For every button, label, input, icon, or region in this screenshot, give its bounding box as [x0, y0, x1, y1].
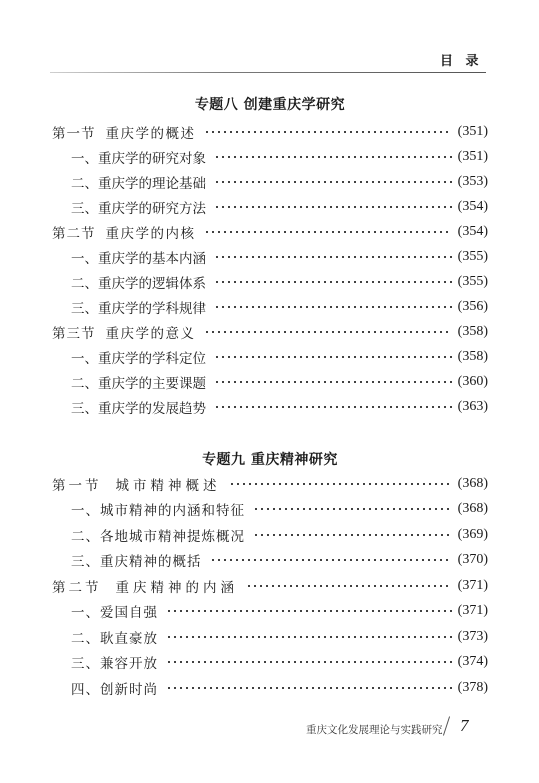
entry-label: 重庆学的概述	[105, 125, 196, 142]
entry-label: 三、兼容开放	[71, 656, 158, 673]
toc-chapter-entry	[52, 219, 488, 244]
entry-label: 一、爱国自强	[71, 605, 158, 622]
page-number: (351)	[457, 123, 488, 139]
toc-entry	[52, 394, 488, 419]
page-number: (353)	[457, 173, 488, 189]
dot-leader	[214, 355, 452, 359]
page-number: (355)	[457, 248, 488, 264]
page-number: (355)	[457, 273, 488, 289]
folio-page-number: 7	[460, 716, 469, 735]
section-number: 第一节	[52, 125, 96, 142]
dot-leader	[204, 130, 452, 134]
dot-leader	[204, 330, 452, 334]
toc-entry	[52, 497, 488, 523]
dot-leader	[210, 558, 452, 562]
section-title: 专题八 创建重庆学研究	[194, 97, 346, 113]
page-number: (351)	[457, 148, 488, 164]
page-number: (358)	[457, 348, 488, 364]
page-number: (363)	[457, 398, 488, 414]
page-number: (356)	[457, 298, 488, 314]
entry-label: 四、创新时尚	[71, 681, 158, 698]
toc-entry	[52, 269, 488, 294]
toc-entry	[52, 675, 488, 701]
dot-leader	[214, 155, 452, 159]
toc-entry	[52, 650, 488, 676]
page-number: (354)	[457, 198, 488, 214]
dot-leader	[214, 305, 452, 309]
page-number: (358)	[457, 323, 488, 339]
entry-label: 一、重庆学的学科定位	[71, 350, 206, 367]
entry-label: 三、重庆学的研究方法	[71, 200, 206, 217]
toc-entry	[52, 144, 488, 169]
page-number: (368)	[457, 475, 488, 491]
entry-label: 二、重庆学的理论基础	[71, 175, 206, 192]
section-title: 专题九 重庆精神研究	[202, 452, 338, 468]
entry-label: 一、重庆学的研究对象	[71, 150, 206, 167]
toc-list	[52, 471, 488, 701]
toc-entry	[52, 169, 488, 194]
dot-leader	[214, 405, 452, 409]
dot-leader	[204, 230, 452, 234]
entry-label: 二、各地城市精神提炼概况	[71, 528, 245, 545]
toc-entry	[52, 599, 488, 625]
entry-label: 二、重庆学的逻辑体系	[71, 275, 206, 292]
dot-leader	[166, 609, 452, 613]
page-number: (369)	[457, 526, 488, 542]
page-number: (371)	[457, 603, 488, 619]
entry-label: 三、重庆精神的概括	[71, 554, 202, 571]
dot-leader	[214, 255, 452, 259]
toc-entry	[52, 522, 488, 548]
toc-entry	[52, 194, 488, 219]
page-number: (374)	[457, 654, 488, 670]
entry-label: 一、重庆学的基本内涵	[71, 250, 206, 267]
dot-leader	[214, 380, 452, 384]
toc-entry	[52, 244, 488, 269]
entry-label: 二、耿直豪放	[71, 630, 158, 647]
entry-label: 重庆学的意义	[105, 325, 196, 342]
dot-leader	[246, 584, 452, 588]
page-number: (373)	[457, 628, 488, 644]
page-number: (360)	[457, 373, 488, 389]
toc-entry	[52, 294, 488, 319]
toc-list	[52, 119, 488, 419]
running-footer-title: 重庆文化发展理论与实践研究	[306, 724, 443, 736]
running-header-title: 目 录	[440, 54, 483, 69]
entry-label: 城市精神概述	[115, 477, 221, 494]
dot-leader	[166, 660, 452, 664]
toc-chapter-entry	[52, 471, 488, 497]
entry-label: 二、重庆学的主要课题	[71, 375, 206, 392]
dot-leader	[214, 280, 452, 284]
entry-label: 重庆精神的内涵	[115, 579, 238, 596]
toc-entry	[52, 548, 488, 574]
dot-leader	[166, 635, 452, 639]
page-number: (378)	[457, 679, 488, 695]
footer-divider	[443, 716, 450, 735]
dot-leader	[214, 205, 452, 209]
section-number: 第二节	[52, 579, 102, 596]
toc-entry	[52, 344, 488, 369]
entry-label: 重庆学的内核	[105, 225, 196, 242]
entry-label: 三、重庆学的学科规律	[71, 300, 206, 317]
entry-label: 一、城市精神的内涵和特征	[71, 503, 245, 520]
toc-chapter-entry	[52, 119, 488, 144]
dot-leader	[253, 507, 452, 511]
toc-chapter-entry	[52, 319, 488, 344]
dot-leader	[229, 482, 452, 486]
toc-entry	[52, 624, 488, 650]
dot-leader	[214, 180, 452, 184]
header-rule	[50, 72, 486, 73]
dot-leader	[253, 533, 452, 537]
section-number: 第二节	[52, 225, 96, 242]
dot-leader	[166, 686, 452, 690]
entry-label: 三、重庆学的发展趋势	[71, 400, 206, 417]
page-number: (371)	[457, 577, 488, 593]
toc-entry	[52, 369, 488, 394]
section-number: 第一节	[52, 477, 102, 494]
section-number: 第三节	[52, 325, 96, 342]
page-number: (370)	[457, 552, 488, 568]
toc-chapter-entry	[52, 573, 488, 599]
page-number: (354)	[457, 223, 488, 239]
page-number: (368)	[457, 501, 488, 517]
